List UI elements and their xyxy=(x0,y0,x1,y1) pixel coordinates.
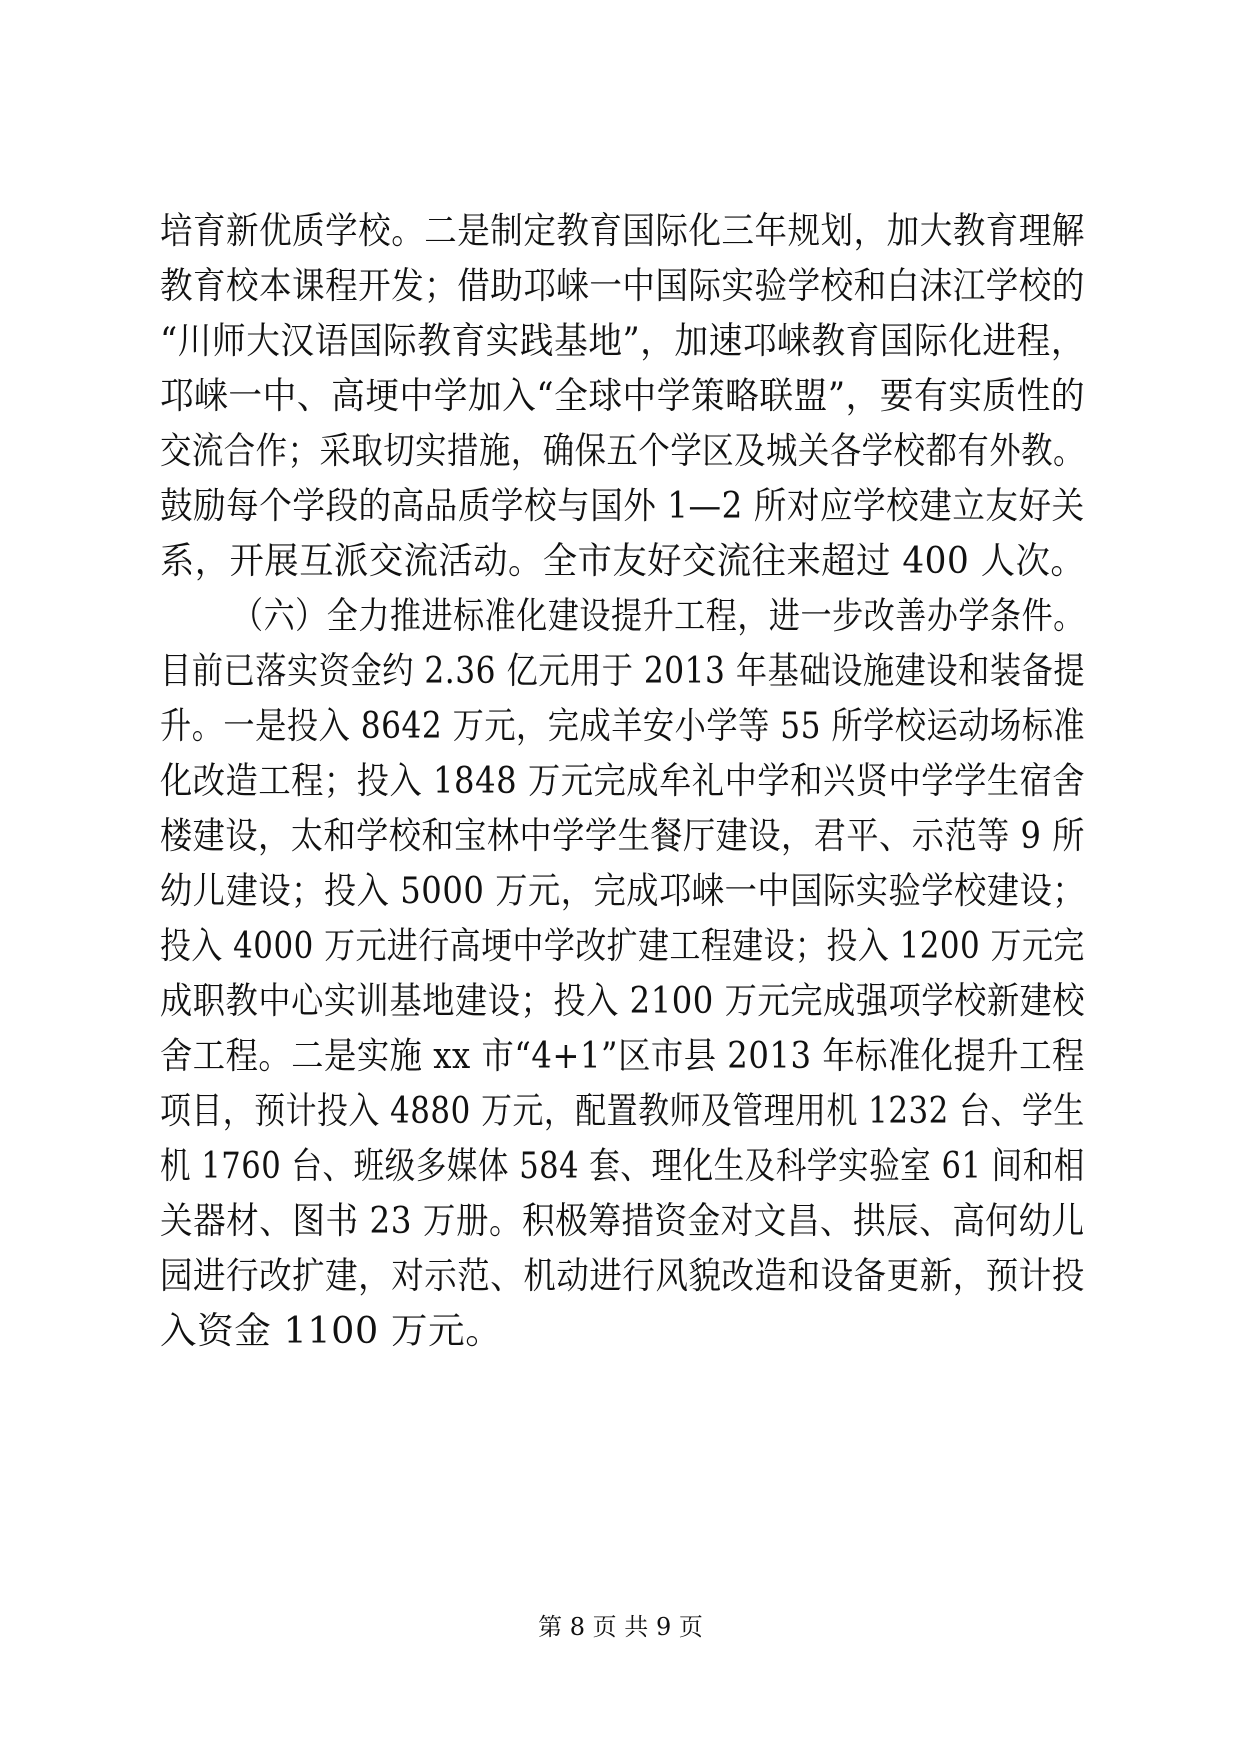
body-line: 教育校本课程开发；借助邛崃一中国际实验学校和白沫江学校的 xyxy=(160,264,1085,307)
body-line: 邛崃一中、高埂中学加入“全球中学策略联盟”，要有实质性的 xyxy=(160,374,1086,417)
body-line: 舍工程。二是实施 xx 市“4+1”区市县 2013 年标准化提升工程 xyxy=(160,1034,1085,1077)
body-line: 楼建设，太和学校和宝林中学学生餐厅建设，君平、示范等 9 所 xyxy=(160,814,1085,857)
body-line: 幼儿建设；投入 5000 万元，完成邛崃一中国际实验学校建设； xyxy=(160,869,1086,912)
section-heading-line: （六）全力推进标准化建设提升工程，进一步改善办学条件。 xyxy=(232,594,1085,637)
page-number-footer: 第 8 页 共 9 页 xyxy=(538,1613,703,1641)
body-line: 交流合作；采取切实措施，确保五个学区及城关各学校都有外教。 xyxy=(160,429,1085,472)
body-line: 关器材、图书 23 万册。积极筹措资金对文昌、拱辰、高何幼儿 xyxy=(160,1199,1085,1242)
body-line: 成职教中心实训基地建设；投入 2100 万元完成强项学校新建校 xyxy=(160,979,1086,1022)
body-line: 目前已落实资金约 2.36 亿元用于 2013 年基础设施建设和装备提 xyxy=(160,649,1086,692)
body-line: 园进行改扩建，对示范、机动进行风貌改造和设备更新，预计投 xyxy=(160,1254,1085,1297)
body-line: 升。一是投入 8642 万元，完成羊安小学等 55 所学校运动场标准 xyxy=(160,704,1086,747)
body-line: “川师大汉语国际教育实践基地”，加速邛崃教育国际化进程， xyxy=(160,319,1086,362)
body-line: 入资金 1100 万元。 xyxy=(160,1309,503,1352)
body-line: 投入 4000 万元进行高埂中学改扩建工程建设；投入 1200 万元完 xyxy=(160,924,1085,967)
body-line: 系，开展互派交流活动。全市友好交流往来超过 400 人次。 xyxy=(160,539,1086,582)
body-line: 培育新优质学校。二是制定教育国际化三年规划，加大教育理解 xyxy=(160,209,1085,252)
body-line: 项目，预计投入 4880 万元，配置教师及管理用机 1232 台、学生 xyxy=(160,1089,1085,1132)
body-line: 化改造工程；投入 1848 万元完成牟礼中学和兴贤中学学生宿舍 xyxy=(160,759,1086,802)
body-line: 机 1760 台、班级多媒体 584 套、理化生及科学实验室 61 间和相 xyxy=(160,1144,1085,1187)
body-line: 鼓励每个学段的高品质学校与国外 1—2 所对应学校建立友好关 xyxy=(160,484,1085,527)
